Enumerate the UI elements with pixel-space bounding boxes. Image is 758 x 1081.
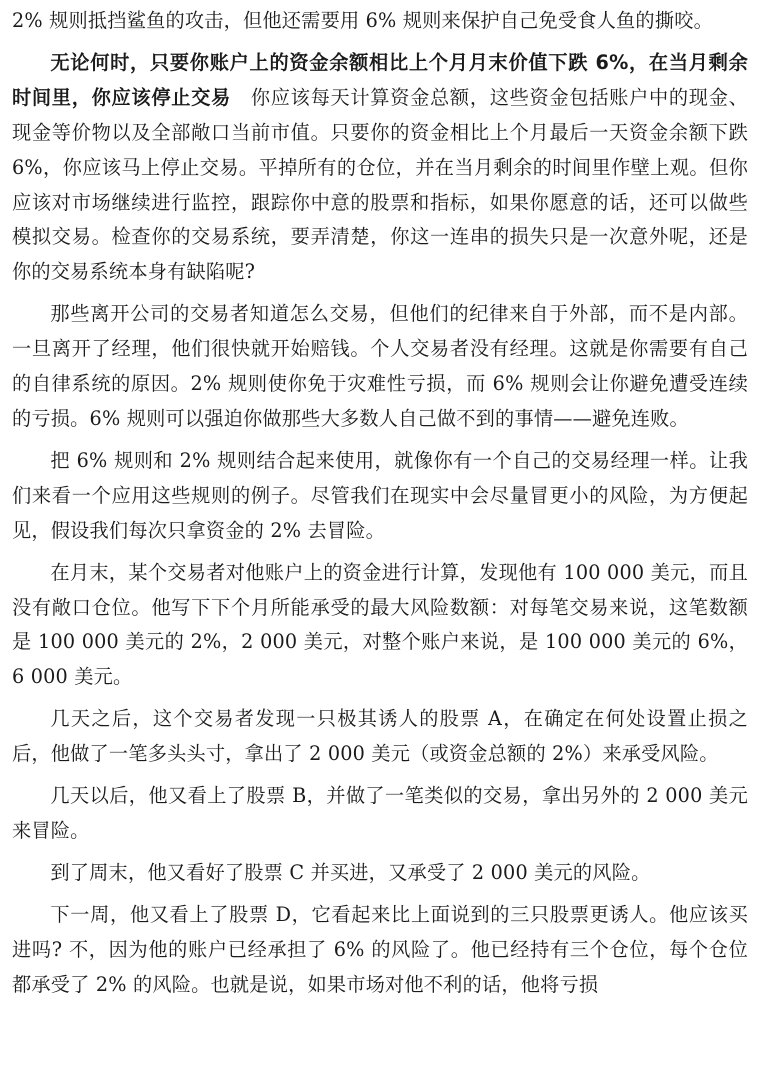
paragraph-text: 到了周末，他又看好了股票 C 并买进，又承受了 2 000 美元的风险。 [50,860,651,884]
paragraph-text: 下一周，他又看上了股票 D，它看起来比上面说到的三只股票更诱人。他应该买进吗? 不，因为他的账户已经承担了 6% 的风险了。他已经持有三个仓位，每个仓位都承受了 2% 的风险。也就是说，如果市场对他不利的话，他将亏损 [12,902,748,996]
paragraph-combine-rules [12,444,748,549]
paragraph-continuation [12,4,748,39]
paragraph-six-percent-rule [12,46,748,290]
paragraph-bold-lead: 无论何时，只要你账户上的资金余额相比上个月月末价值下跌 6%，在当月剩余时间里，你应该停止交易 [12,50,748,109]
paragraph-text: 几天之后，这个交易者发现一只极其诱人的股票 A，在确定在何处设置止损之后，他做了一笔多头头寸，拿出了 2 000 美元（或资金总额的 2%）来承受风险。 [12,707,748,766]
paragraph-text: 你应该每天计算资金总额，这些资金包括账户中的现金、现金等价物以及全部敞口当前市值。只要你的资金相比上个月最后一天资金余额下跌 6%，你应该马上停止交易。平掉所有的仓位，并在当月剩余的时间里作壁上观。但你应该对市场继续进行监控，跟踪你中意的股票和指标，如果你愿意的话，还可以做些模拟交易。检查你的交易系统，要弄清楚，你这一连串的损失只是一次意外呢，还是你的交易系统本身有缺陷呢? [12,85,748,284]
paragraph-text: 几天以后，他又看上了股票 B，并做了一笔类似的交易，拿出另外的 2 000 美元来冒险。 [12,784,748,842]
paragraph-month-end-example [12,556,748,696]
paragraph-stock-d [12,898,748,1003]
paragraph-stock-a [12,702,748,772]
paragraph-text: 2% 规则抵挡鲨鱼的攻击，但他还需要用 6% 规则来保护自己免受食人鱼的撕咬。 [12,9,713,32]
paragraph-text: 在月末，某个交易者对他账户上的资金进行计算，发现他有 100 000 美元，而且没有敞口仓位。他写下下个月所能承受的最大风险数额：对每笔交易来说，这笔数额是 100 000 美元的 2%，2 000 美元，对整个账户来说，是 100 000 美元的 6%，6 000 美元。 [12,560,748,689]
paragraph-stock-b [12,779,748,849]
paragraph-stock-c [12,856,748,891]
paragraph-text: 把 6% 规则和 2% 规则结合起来使用，就像你有一个自己的交易经理一样。让我们来看一个应用这些规则的例子。尽管我们在现实中会尽量冒更小的风险，为方便起见，假设我们每次只拿资金的 2% 去冒险。 [12,448,748,542]
paragraph-text: 那些离开公司的交易者知道怎么交易，但他们的纪律来自于外部，而不是内部。一旦离开了经理，他们很快就开始赔钱。个人交易者没有经理。这就是你需要有自己的自律系统的原因。2% 规则使你免于灾难性亏损，而 6% 规则会让你避免遭受连续的亏损。6% 规则可以强迫你做那些大多数人自己做不到的事情——避免连败。 [12,302,748,430]
paragraph-discipline [12,297,748,437]
